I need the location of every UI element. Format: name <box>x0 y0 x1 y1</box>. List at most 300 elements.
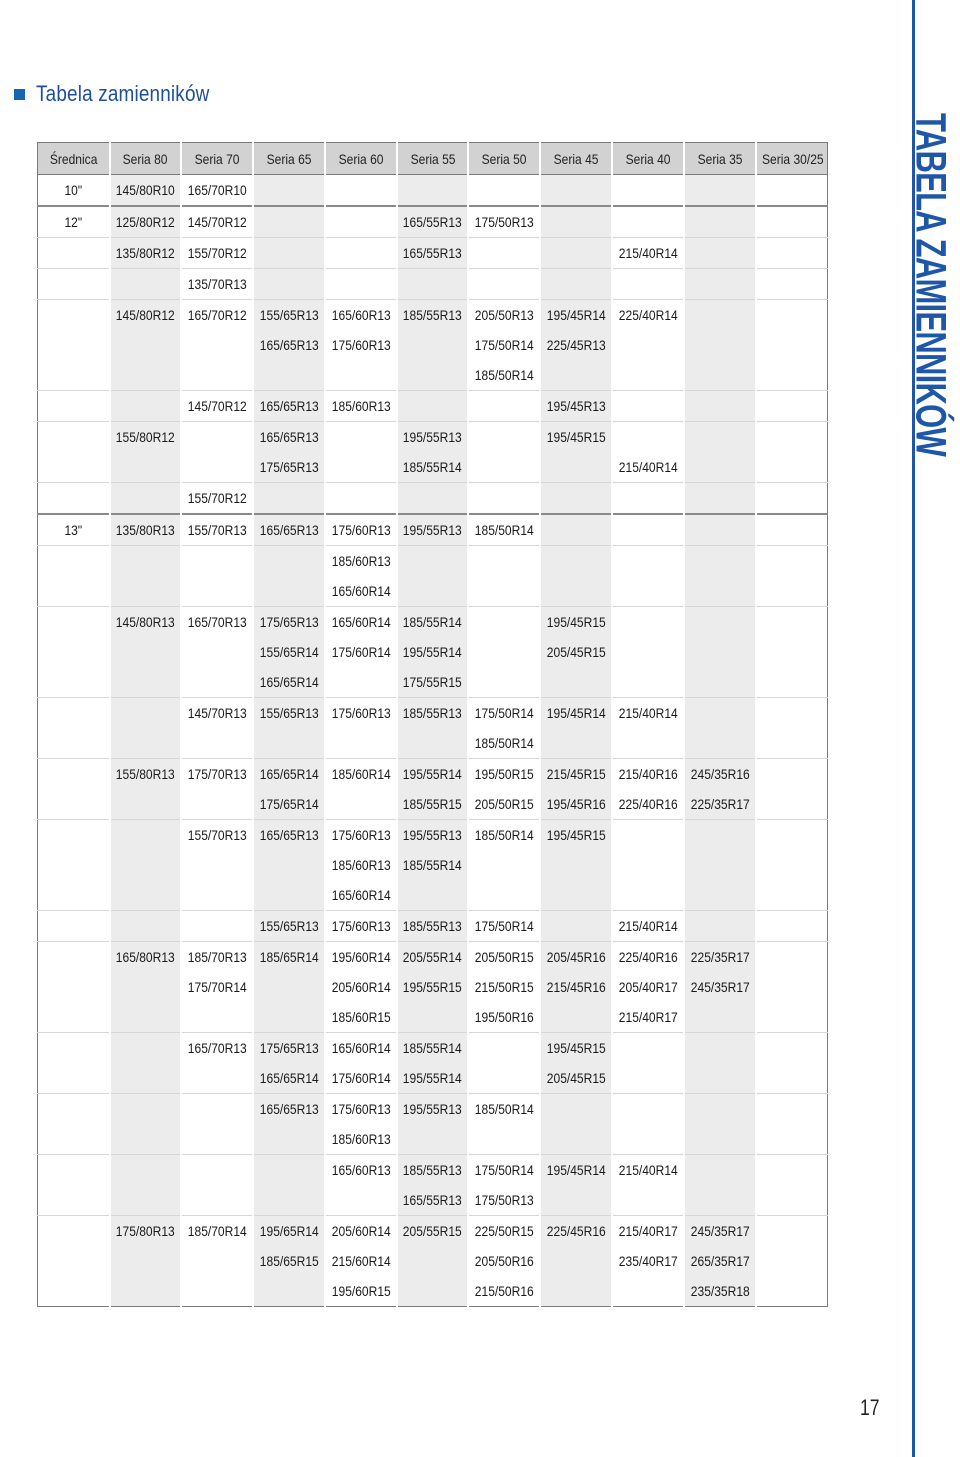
diameter-cell <box>38 546 110 577</box>
size-cell <box>756 1124 828 1155</box>
size-cell: 165/60R13 <box>325 300 397 331</box>
size-cell: 165/55R13 <box>397 238 469 269</box>
size-cell <box>540 514 612 546</box>
size-cell: 205/50R16 <box>468 1246 540 1276</box>
size-cell <box>110 972 182 1002</box>
table-row <box>38 637 828 667</box>
size-cell: 175/50R13 <box>468 206 540 238</box>
table-row <box>38 789 828 820</box>
diameter-cell <box>38 667 110 698</box>
size-cell: 145/80R12 <box>110 300 182 331</box>
size-cell <box>253 269 325 300</box>
size-cell: 225/40R16 <box>612 789 684 820</box>
table-row <box>38 483 828 515</box>
size-cell <box>540 1276 612 1307</box>
diameter-cell <box>38 880 110 911</box>
size-cell: 175/65R14 <box>253 789 325 820</box>
table-row <box>38 1033 828 1064</box>
size-cell: 185/55R13 <box>397 698 469 729</box>
size-cell: 185/65R15 <box>253 1246 325 1276</box>
size-cell <box>110 850 182 880</box>
diameter-cell <box>38 942 110 973</box>
diameter-cell <box>38 360 110 391</box>
size-cell <box>253 1185 325 1216</box>
size-cell: 185/60R13 <box>325 1124 397 1155</box>
diameter-cell <box>38 911 110 942</box>
size-cell: 175/50R13 <box>468 1185 540 1216</box>
size-cell: 225/35R17 <box>684 942 756 973</box>
size-cell: 225/35R17 <box>684 789 756 820</box>
size-cell <box>684 1002 756 1033</box>
size-cell <box>612 607 684 638</box>
size-cell <box>684 269 756 300</box>
size-cell <box>110 1124 182 1155</box>
size-cell <box>684 546 756 577</box>
size-cell: 185/50R14 <box>468 820 540 851</box>
size-cell: 185/50R14 <box>468 1094 540 1125</box>
size-cell: 205/60R14 <box>325 1216 397 1247</box>
column-header: Seria 55 <box>397 143 469 175</box>
size-cell <box>468 452 540 483</box>
size-cell <box>325 206 397 238</box>
size-cell <box>756 607 828 638</box>
size-cell <box>253 238 325 269</box>
size-cell <box>397 546 469 577</box>
size-cell <box>181 789 253 820</box>
side-title <box>906 78 954 490</box>
size-cell <box>756 391 828 422</box>
table-row <box>38 452 828 483</box>
size-cell <box>468 637 540 667</box>
size-cell: 195/55R14 <box>397 637 469 667</box>
size-cell <box>756 698 828 729</box>
side-title-text: TABELA ZAMIENNIKÓW <box>906 112 955 456</box>
size-cell: 195/55R13 <box>397 422 469 453</box>
size-cell <box>540 483 612 515</box>
size-cell <box>756 300 828 331</box>
size-cell <box>684 1185 756 1216</box>
table-row <box>38 546 828 577</box>
size-cell <box>110 911 182 942</box>
diameter-cell <box>38 422 110 453</box>
size-cell: 135/80R12 <box>110 238 182 269</box>
size-cell: 155/65R14 <box>253 637 325 667</box>
diameter-cell <box>38 1094 110 1125</box>
size-cell <box>684 514 756 546</box>
diameter-cell <box>38 820 110 851</box>
size-cell <box>325 483 397 515</box>
diameter-cell <box>38 238 110 269</box>
size-cell <box>253 483 325 515</box>
size-cell <box>612 850 684 880</box>
size-cell <box>110 1155 182 1186</box>
size-cell <box>325 238 397 269</box>
size-cell <box>110 820 182 851</box>
size-cell: 145/70R12 <box>181 391 253 422</box>
size-cell <box>110 1002 182 1033</box>
size-cell <box>684 607 756 638</box>
size-cell <box>612 820 684 851</box>
size-cell <box>684 483 756 515</box>
size-cell: 165/70R12 <box>181 300 253 331</box>
size-cell <box>540 728 612 759</box>
size-cell <box>612 330 684 360</box>
size-cell <box>612 1124 684 1155</box>
size-cell <box>110 576 182 607</box>
size-cell: 195/50R16 <box>468 1002 540 1033</box>
size-cell <box>181 1124 253 1155</box>
size-cell: 185/55R14 <box>397 452 469 483</box>
size-cell: 165/65R14 <box>253 667 325 698</box>
size-cell <box>756 972 828 1002</box>
size-cell: 205/50R15 <box>468 942 540 973</box>
diameter-cell <box>38 576 110 607</box>
size-cell: 235/40R17 <box>612 1246 684 1276</box>
column-header: Seria 60 <box>325 143 397 175</box>
table-row <box>38 850 828 880</box>
table-row <box>38 360 828 391</box>
diameter-cell: 12" <box>38 206 110 238</box>
size-cell <box>756 238 828 269</box>
size-cell: 185/55R15 <box>397 789 469 820</box>
size-cell <box>684 452 756 483</box>
size-cell: 195/45R15 <box>540 820 612 851</box>
size-cell <box>540 1246 612 1276</box>
size-cell <box>612 1276 684 1307</box>
size-cell: 195/60R14 <box>325 942 397 973</box>
table-row <box>38 880 828 911</box>
size-cell <box>612 391 684 422</box>
size-cell: 195/50R15 <box>468 759 540 790</box>
size-cell <box>397 175 469 207</box>
size-cell: 185/55R13 <box>397 1155 469 1186</box>
size-cell <box>756 452 828 483</box>
table-row <box>38 607 828 638</box>
size-cell <box>756 1063 828 1094</box>
table-row <box>38 942 828 973</box>
table-row <box>38 1063 828 1094</box>
size-cell: 195/65R14 <box>253 1216 325 1247</box>
size-cell <box>325 728 397 759</box>
size-cell <box>756 206 828 238</box>
size-cell <box>253 850 325 880</box>
size-cell <box>612 637 684 667</box>
size-cell <box>540 238 612 269</box>
size-cell <box>397 576 469 607</box>
size-cell <box>110 1185 182 1216</box>
size-cell: 195/45R14 <box>540 300 612 331</box>
table-row <box>38 820 828 851</box>
diameter-cell <box>38 1063 110 1094</box>
diameter-cell <box>38 1246 110 1276</box>
size-cell <box>468 391 540 422</box>
table-row <box>38 330 828 360</box>
size-cell: 175/60R14 <box>325 637 397 667</box>
size-cell: 205/55R14 <box>397 942 469 973</box>
size-cell <box>684 206 756 238</box>
size-cell: 195/45R15 <box>540 422 612 453</box>
size-cell <box>540 1002 612 1033</box>
size-cell <box>756 789 828 820</box>
size-cell: 245/35R16 <box>684 759 756 790</box>
size-cell <box>756 360 828 391</box>
size-cell <box>110 360 182 391</box>
diameter-cell <box>38 789 110 820</box>
size-cell: 205/40R17 <box>612 972 684 1002</box>
table-row <box>38 1094 828 1125</box>
size-cell <box>110 637 182 667</box>
size-cell: 225/40R14 <box>612 300 684 331</box>
size-cell <box>325 452 397 483</box>
size-cell: 215/45R15 <box>540 759 612 790</box>
size-cell <box>253 546 325 577</box>
size-cell: 195/45R14 <box>540 1155 612 1186</box>
size-cell: 185/55R14 <box>397 850 469 880</box>
size-cell <box>110 483 182 515</box>
size-cell: 145/70R12 <box>181 206 253 238</box>
diameter-cell <box>38 300 110 331</box>
size-cell <box>756 1155 828 1186</box>
size-cell <box>612 514 684 546</box>
size-cell <box>253 1002 325 1033</box>
size-cell: 175/65R13 <box>253 1033 325 1064</box>
diameter-cell <box>38 483 110 515</box>
size-cell <box>468 607 540 638</box>
size-cell <box>756 330 828 360</box>
size-cell <box>468 850 540 880</box>
size-cell <box>756 483 828 515</box>
size-cell: 185/50R14 <box>468 728 540 759</box>
size-cell: 165/65R13 <box>253 422 325 453</box>
size-cell <box>612 880 684 911</box>
table-row <box>38 1155 828 1186</box>
size-cell <box>756 1216 828 1247</box>
diameter-cell <box>38 728 110 759</box>
size-cell: 185/55R14 <box>397 607 469 638</box>
size-cell <box>325 1185 397 1216</box>
size-cell <box>325 269 397 300</box>
size-cell: 215/50R16 <box>468 1276 540 1307</box>
size-cell: 185/60R13 <box>325 391 397 422</box>
size-cell <box>540 667 612 698</box>
size-cell: 175/60R13 <box>325 514 397 546</box>
column-header: Seria 50 <box>468 143 540 175</box>
size-cell: 215/60R14 <box>325 1246 397 1276</box>
size-cell <box>397 330 469 360</box>
size-cell <box>181 1185 253 1216</box>
size-cell: 175/60R13 <box>325 911 397 942</box>
size-cell <box>110 269 182 300</box>
size-cell <box>684 175 756 207</box>
size-cell <box>397 1246 469 1276</box>
size-cell <box>612 728 684 759</box>
column-header: Seria 80 <box>110 143 182 175</box>
size-cell: 195/60R15 <box>325 1276 397 1307</box>
size-cell: 195/45R13 <box>540 391 612 422</box>
size-cell <box>684 1033 756 1064</box>
size-cell: 215/50R15 <box>468 972 540 1002</box>
column-header: Średnica <box>38 143 110 175</box>
size-cell <box>397 360 469 391</box>
diameter-cell <box>38 1276 110 1307</box>
size-cell: 195/55R13 <box>397 514 469 546</box>
column-header: Seria 30/25 <box>756 143 828 175</box>
size-cell: 185/55R13 <box>397 911 469 942</box>
size-cell <box>756 514 828 546</box>
size-cell <box>540 576 612 607</box>
size-cell <box>684 1124 756 1155</box>
diameter-cell <box>38 607 110 638</box>
size-cell <box>756 850 828 880</box>
size-cell <box>325 789 397 820</box>
size-cell <box>181 850 253 880</box>
size-cell: 225/40R16 <box>612 942 684 973</box>
size-cell <box>612 667 684 698</box>
diameter-cell <box>38 1155 110 1186</box>
size-cell <box>397 728 469 759</box>
size-cell: 195/45R15 <box>540 1033 612 1064</box>
size-cell: 165/70R13 <box>181 607 253 638</box>
size-cell: 215/40R17 <box>612 1002 684 1033</box>
size-cell <box>684 637 756 667</box>
size-cell <box>325 422 397 453</box>
size-cell <box>468 546 540 577</box>
table-body <box>38 175 828 1307</box>
size-cell <box>684 391 756 422</box>
size-cell <box>684 1094 756 1125</box>
size-cell: 165/70R10 <box>181 175 253 207</box>
size-cell <box>253 1155 325 1186</box>
size-cell <box>756 637 828 667</box>
size-cell: 175/60R13 <box>325 698 397 729</box>
size-cell <box>397 483 469 515</box>
size-cell <box>756 1276 828 1307</box>
column-header: Seria 70 <box>181 143 253 175</box>
size-cell: 245/35R17 <box>684 1216 756 1247</box>
size-cell: 185/50R14 <box>468 514 540 546</box>
size-cell <box>756 880 828 911</box>
size-cell: 145/70R13 <box>181 698 253 729</box>
size-cell: 195/55R14 <box>397 1063 469 1094</box>
size-cell <box>684 1155 756 1186</box>
size-cell: 155/80R12 <box>110 422 182 453</box>
size-cell <box>612 546 684 577</box>
size-cell <box>110 880 182 911</box>
size-cell <box>756 175 828 207</box>
size-cell <box>684 576 756 607</box>
size-cell: 215/40R14 <box>612 1155 684 1186</box>
size-cell: 225/45R16 <box>540 1216 612 1247</box>
table-row <box>38 391 828 422</box>
size-cell <box>468 238 540 269</box>
size-cell: 265/35R17 <box>684 1246 756 1276</box>
size-cell <box>540 175 612 207</box>
size-cell: 215/40R17 <box>612 1216 684 1247</box>
size-cell: 175/55R15 <box>397 667 469 698</box>
size-cell: 155/70R12 <box>181 483 253 515</box>
size-cell: 155/70R13 <box>181 514 253 546</box>
size-cell: 235/35R18 <box>684 1276 756 1307</box>
size-cell <box>612 175 684 207</box>
size-cell <box>110 667 182 698</box>
size-cell: 195/45R14 <box>540 698 612 729</box>
size-cell <box>181 1276 253 1307</box>
size-cell <box>110 546 182 577</box>
size-cell <box>540 269 612 300</box>
size-cell: 245/35R17 <box>684 972 756 1002</box>
size-cell <box>540 880 612 911</box>
size-cell <box>181 1002 253 1033</box>
size-cell <box>756 1002 828 1033</box>
page-number: 17 <box>860 1395 880 1420</box>
table-row <box>38 300 828 331</box>
size-cell <box>468 667 540 698</box>
size-cell <box>181 576 253 607</box>
size-cell: 175/50R14 <box>468 698 540 729</box>
size-cell: 165/65R13 <box>253 514 325 546</box>
size-cell: 175/65R13 <box>253 607 325 638</box>
size-cell <box>253 576 325 607</box>
size-cell <box>612 206 684 238</box>
size-cell: 185/50R14 <box>468 360 540 391</box>
size-cell <box>181 1155 253 1186</box>
size-cell <box>612 1063 684 1094</box>
size-cell: 175/60R13 <box>325 330 397 360</box>
diameter-cell <box>38 972 110 1002</box>
size-cell: 155/70R12 <box>181 238 253 269</box>
size-cell: 205/50R15 <box>468 789 540 820</box>
table-row <box>38 972 828 1002</box>
column-header: Seria 35 <box>684 143 756 175</box>
size-cell <box>540 546 612 577</box>
size-cell: 185/60R15 <box>325 1002 397 1033</box>
tire-replacement-table <box>37 142 828 1307</box>
size-cell <box>684 880 756 911</box>
size-cell <box>181 1063 253 1094</box>
size-cell <box>397 1276 469 1307</box>
size-cell <box>110 391 182 422</box>
size-cell <box>468 1033 540 1064</box>
size-cell: 185/55R14 <box>397 1033 469 1064</box>
size-cell <box>181 422 253 453</box>
size-cell: 215/40R14 <box>612 452 684 483</box>
section-heading <box>14 80 238 108</box>
size-cell: 155/65R13 <box>253 300 325 331</box>
table-row <box>38 269 828 300</box>
diameter-cell <box>38 330 110 360</box>
size-cell <box>684 422 756 453</box>
size-cell: 165/65R13 <box>253 391 325 422</box>
size-cell: 145/80R13 <box>110 607 182 638</box>
size-cell <box>756 911 828 942</box>
size-cell: 155/70R13 <box>181 820 253 851</box>
size-cell <box>181 667 253 698</box>
size-cell <box>397 880 469 911</box>
size-cell <box>612 483 684 515</box>
table-row <box>38 1216 828 1247</box>
size-cell: 205/50R13 <box>468 300 540 331</box>
size-cell <box>684 850 756 880</box>
size-cell <box>110 1276 182 1307</box>
size-cell: 215/45R16 <box>540 972 612 1002</box>
size-cell: 185/60R13 <box>325 850 397 880</box>
size-cell <box>540 360 612 391</box>
size-cell: 185/55R13 <box>397 300 469 331</box>
table-row <box>38 576 828 607</box>
size-cell: 165/65R13 <box>253 820 325 851</box>
size-cell <box>110 1094 182 1125</box>
size-cell: 195/55R13 <box>397 1094 469 1125</box>
